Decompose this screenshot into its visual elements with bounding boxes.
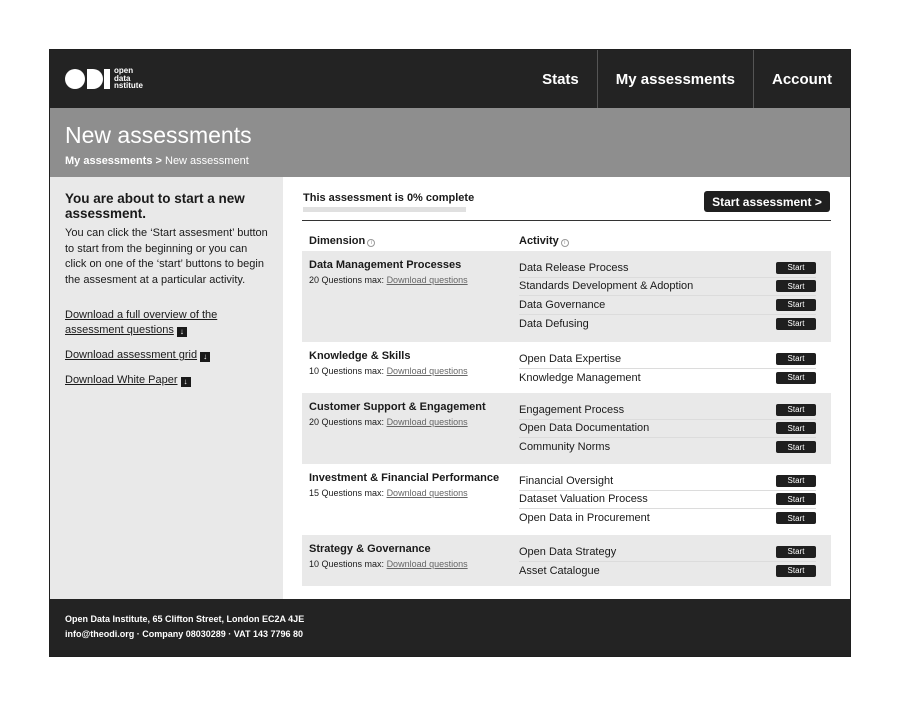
footer-address: Open Data Institute, 65 Clifton Street, London EC2A 4JE xyxy=(65,614,305,624)
logo-line-data: data xyxy=(114,73,131,83)
activity-row xyxy=(519,491,816,510)
download-white-paper-link[interactable] xyxy=(65,373,268,388)
activity-name: Open Data Expertise xyxy=(519,352,622,365)
start-activity-button[interactable]: Start xyxy=(776,512,816,524)
start-activity-button[interactable]: Start xyxy=(776,441,816,453)
activity-name: Open Data Documentation xyxy=(519,422,650,435)
sidebar-heading: You are about to start a new assessment. xyxy=(65,191,245,221)
start-activity-button[interactable]: Start xyxy=(776,372,816,384)
questions-count: 15 Questions max: xyxy=(309,488,385,498)
divider xyxy=(302,220,831,221)
activity-name: Knowledge Management xyxy=(519,371,641,384)
activity-list xyxy=(512,535,831,586)
dimension-questions xyxy=(309,274,505,287)
dimension-group xyxy=(302,464,831,535)
dimension-groups xyxy=(302,251,831,586)
activity-name: Engagement Process xyxy=(519,403,625,416)
sidebar-description: You can click the ‘Start assesment’ button to start from the beginning or you can click on one of the ‘start’ buttons to begin the assesment at a particular activity. xyxy=(65,227,268,286)
activity-name: Open Data Strategy xyxy=(519,545,617,558)
activity-row xyxy=(519,562,816,581)
download-questions-link[interactable]: Download questions xyxy=(386,559,468,569)
progress-label: This assessment is 0% complete xyxy=(303,192,475,204)
start-activity-button[interactable]: Start xyxy=(776,353,816,365)
start-activity-button[interactable]: Start xyxy=(776,422,816,434)
start-activity-button[interactable]: Start xyxy=(776,280,816,292)
activity-header-label: Activity xyxy=(519,235,559,247)
start-activity-button[interactable]: Start xyxy=(776,475,816,487)
dimension-cell xyxy=(302,464,512,535)
download-overview-link[interactable] xyxy=(65,308,268,338)
activity-name: Asset Catalogue xyxy=(519,564,600,577)
main-nav xyxy=(524,50,850,108)
download-questions-link[interactable]: Download questions xyxy=(386,275,468,285)
dimension-cell xyxy=(302,342,512,393)
download-grid-link[interactable] xyxy=(65,348,268,363)
activity-row xyxy=(519,401,816,420)
questions-count: 20 Questions max: xyxy=(309,417,385,427)
activity-row xyxy=(519,259,816,278)
activity-row xyxy=(519,472,816,491)
dimension-title: Customer Support & Engagement xyxy=(309,401,486,413)
title-band xyxy=(50,108,850,177)
questions-count: 10 Questions max: xyxy=(309,559,385,569)
activity-row xyxy=(519,420,816,439)
column-header-activity xyxy=(519,235,569,247)
dimension-title: Investment & Financial Performance xyxy=(309,472,500,484)
breadcrumb-separator: > xyxy=(152,155,165,167)
dimension-title: Data Management Processes xyxy=(309,259,462,271)
page-title: New assessments xyxy=(65,122,252,148)
nav-account[interactable]: Account xyxy=(753,50,850,108)
activity-name: Financial Oversight xyxy=(519,474,614,487)
start-activity-button[interactable]: Start xyxy=(776,565,816,577)
footer-contact: info@theodi.org · Company 08030289 · VAT 143 7796 80 xyxy=(65,629,304,639)
dimension-group xyxy=(302,342,831,393)
breadcrumb xyxy=(65,155,249,167)
download-icon: ↓ xyxy=(177,327,187,337)
activity-row xyxy=(519,315,816,334)
activity-row xyxy=(519,509,816,528)
questions-count: 10 Questions max: xyxy=(309,366,385,376)
nav-stats[interactable]: Stats xyxy=(542,70,579,88)
activity-list xyxy=(512,251,831,342)
activity-name: Community Norms xyxy=(519,441,611,454)
info-icon[interactable]: i xyxy=(561,239,569,247)
app-frame xyxy=(49,49,851,657)
dimension-title: Knowledge & Skills xyxy=(309,350,411,362)
top-navigation xyxy=(50,50,850,108)
activity-list xyxy=(512,342,831,393)
odi-logo[interactable] xyxy=(65,66,155,92)
breadcrumb-current: New assessment xyxy=(165,155,249,167)
activity-row xyxy=(519,438,816,457)
start-activity-button[interactable]: Start xyxy=(776,318,816,330)
assessment-panel xyxy=(283,177,850,599)
dimension-questions xyxy=(309,558,505,571)
activity-name: Dataset Valuation Process xyxy=(519,493,648,506)
start-activity-button[interactable]: Start xyxy=(776,299,816,311)
questions-count: 20 Questions max: xyxy=(309,275,385,285)
download-questions-link[interactable]: Download questions xyxy=(386,417,468,427)
start-assessment-button[interactable]: Start assessment > xyxy=(704,191,830,212)
breadcrumb-my-assessments[interactable]: My assessments xyxy=(65,155,153,167)
activity-row xyxy=(519,278,816,297)
activity-name: Open Data in Procurement xyxy=(519,512,650,525)
logo-line-institute: nstitute xyxy=(114,81,143,90)
activity-row xyxy=(519,350,816,369)
activity-row xyxy=(519,369,816,388)
download-icon: ↓ xyxy=(200,352,210,362)
dimension-cell xyxy=(302,251,512,342)
dimension-questions xyxy=(309,365,505,378)
download-questions-link[interactable]: Download questions xyxy=(386,488,468,498)
dimension-title: Strategy & Governance xyxy=(309,543,431,555)
start-activity-button[interactable]: Start xyxy=(776,262,816,274)
odi-logo-icon xyxy=(65,68,111,90)
column-header-dimension xyxy=(309,235,375,247)
sidebar xyxy=(50,177,283,599)
download-icon: ↓ xyxy=(181,377,191,387)
start-activity-button[interactable]: Start xyxy=(776,546,816,558)
download-white-paper-label: Download White Paper xyxy=(65,374,178,386)
activity-row xyxy=(519,543,816,562)
footer xyxy=(50,599,850,656)
logo-wordmark xyxy=(114,67,143,90)
dimension-group xyxy=(302,393,831,464)
dimension-questions xyxy=(309,416,505,429)
nav-my-assessments[interactable]: My assessments xyxy=(597,50,753,108)
dimension-group xyxy=(302,251,831,342)
dimension-cell xyxy=(302,535,512,586)
activity-name: Data Defusing xyxy=(519,317,589,330)
download-grid-label: Download assessment grid xyxy=(65,349,198,361)
info-icon[interactable]: i xyxy=(367,239,375,247)
download-overview-label: Download a full overview of the assessment questions xyxy=(65,309,218,336)
activity-list xyxy=(512,393,831,464)
logo-line-open: open xyxy=(114,66,134,75)
dimension-cell xyxy=(302,393,512,464)
activity-name: Data Governance xyxy=(519,298,606,311)
progress-bar xyxy=(303,207,466,212)
start-activity-button[interactable]: Start xyxy=(776,493,816,505)
activity-row xyxy=(519,296,816,315)
dimension-questions xyxy=(309,487,505,500)
download-questions-link[interactable]: Download questions xyxy=(386,366,468,376)
dimension-header-label: Dimension xyxy=(309,235,366,247)
activity-list xyxy=(512,464,831,535)
activity-name: Data Release Process xyxy=(519,261,629,274)
dimension-group xyxy=(302,535,831,586)
activity-name: Standards Development & Adoption xyxy=(519,280,694,293)
start-activity-button[interactable]: Start xyxy=(776,404,816,416)
